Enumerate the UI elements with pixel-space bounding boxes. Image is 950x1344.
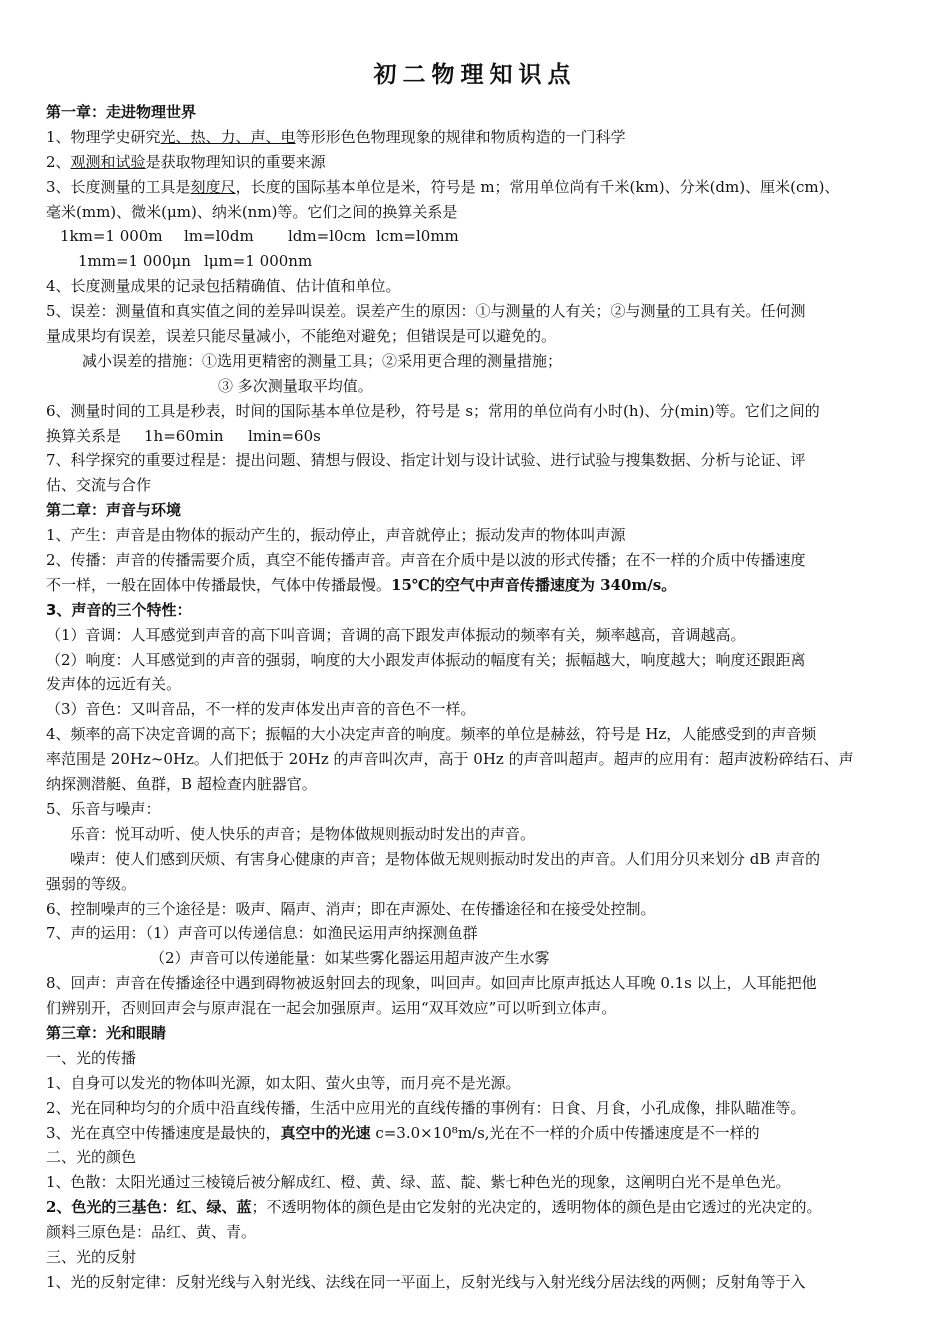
text-span: 1h=60min	[144, 426, 224, 445]
paragraph-line: 噪声：使人们感到厌烦、有害身心健康的声音；是物体做无规则振动时发出的声音。人们用分贝来划分 dB 声音的	[70, 849, 821, 868]
paragraph-line: 4、频率的高下决定音调的高下；振幅的大小决定声音的响度。频率的单位是赫兹，符号是 Hz，人能感受到的声音频	[46, 725, 817, 744]
paragraph-line: 率范围是 20Hz~0Hz。人们把低于 20Hz 的声音叫次声，高于 0Hz 的声音叫超声。超声的应用有：超声波粉碎结石、声	[46, 750, 854, 769]
section-heading: 3、声音的三个特性：	[46, 600, 192, 619]
paragraph-line	[46, 125, 908, 150]
paragraph-line: （2）声音可以传递能量：如某些雾化器运用超声波产生水雾	[150, 949, 550, 968]
paragraph-line: 8、回声：声音在传播途径中遇到碍物被返射回去的现象，叫回声。如回声比原声抵达人耳晚 0.1s 以上，人耳能把他	[46, 974, 817, 993]
conversion-line	[46, 249, 908, 274]
underlined-text: 刻度尺	[190, 177, 236, 196]
chapter-3-heading: 第三章：光和眼睛	[46, 1023, 167, 1042]
text-span: lmin=60s	[248, 426, 321, 445]
conversion-item: 1mm=1 000μn	[78, 252, 191, 271]
section-heading: 二、光的颜色	[46, 1148, 137, 1167]
bold-text: 15℃的空气中声音传播速度为 340m/s。	[391, 575, 677, 594]
paragraph-line: 发声体的远近有关。	[46, 675, 182, 694]
text-span: 2、	[46, 152, 71, 171]
text-span: 1、物理学史研究	[46, 127, 161, 146]
text-span: 等形形色色物理现象的规律和物质构造的一门科学	[295, 127, 626, 146]
paragraph-line: 2、传播：声音的传播需要介质，真空不能传播声音。声音在介质中是以波的形式传播；在不一样的介质中传播速度	[46, 551, 806, 570]
paragraph-line: 1、光的反射定律：反射光线与入射光线、法线在同一平面上，反射光线与入射光线分居法线的两侧；反射角等于入	[46, 1272, 806, 1291]
text-span: ；不透明物体的颜色是由它发射的光决定的，透明物体的颜色是由它透过的光决定的。	[251, 1198, 822, 1217]
paragraph-line	[46, 150, 908, 175]
chapter-1-heading: 第一章：走进物理世界	[46, 103, 197, 121]
paragraph-line: 估、交流与合作	[46, 476, 152, 495]
conversion-item: lcm=l0mm	[376, 227, 459, 246]
conversion-item: 1km=1 000m	[60, 227, 163, 246]
bold-text: 真空中的光速	[280, 1123, 371, 1142]
paragraph-line	[46, 424, 908, 449]
conversion-item: lm=l0dm	[184, 227, 254, 246]
page-title: 初二物理知识点	[373, 62, 577, 88]
paragraph-line: 7、声的运用：（1）声音可以传递信息：如渔民运用声纳探测鱼群	[46, 924, 478, 943]
paragraph-line: 1、色散：太阳光通过三棱镜后被分解成红、橙、黄、绿、蓝、靛、紫七种色光的现象，这阐明白光不是单色光。	[46, 1173, 791, 1192]
paragraph-line: ③ 多次测量取平均值。	[218, 376, 373, 395]
paragraph-line: （1）音调：人耳感觉到声音的高下叫音调；音调的高下跟发声体振动的频率有关，频率越高，音调越高。	[46, 625, 746, 644]
text-span: 换算关系是	[46, 426, 122, 445]
paragraph-line: 颜料三原色是：品红、黄、青。	[46, 1223, 257, 1242]
paragraph-line: 们辨别开，否则回声会与原声混在一起会加强原声。运用“双耳效应”可以听到立体声。	[46, 999, 617, 1018]
paragraph-line	[46, 573, 908, 598]
underlined-text: 光、热、力、声、电	[160, 127, 296, 146]
paragraph-line: 1、产生：声音是由物体的振动产生的，振动停止，声音就停止；振动发声的物体叫声源	[46, 526, 626, 545]
paragraph-line: 2、光在同种均匀的介质中沿直线传播，生活中应用光的直线传播的事例有：日食、月食，小孔成像，排队瞄准等。	[46, 1098, 806, 1117]
paragraph-line	[46, 1121, 908, 1146]
paragraph-line	[46, 1195, 908, 1220]
section-heading: 一、光的传播	[46, 1048, 137, 1067]
document-body	[46, 100, 908, 1295]
underlined-text: 观测和试验	[70, 152, 146, 171]
conversion-item: ldm=l0cm	[288, 227, 367, 246]
paragraph-line: 乐音：悦耳动听、使人快乐的声音；是物体做规则振动时发出的声音。	[70, 824, 536, 843]
text-span: 3、光在真空中传播速度是最快的，	[46, 1123, 281, 1142]
paragraph-line: 4、长度测量成果的记录包括精确值、估计值和单位。	[46, 277, 401, 296]
conversion-line	[46, 224, 908, 249]
text-span: c=3.0×10⁸m/s,光在不一样的介质中传播速度是不一样的	[370, 1123, 760, 1142]
text-span: ，长度的国际基本单位是米，符号是 m；常用单位尚有千米(km)、分米(dm)、厘米(cm)、	[235, 177, 840, 196]
conversion-item: lμm=1 000nm	[204, 252, 313, 271]
paragraph-line: 5、乐音与噪声：	[46, 799, 161, 818]
text-span: 3、长度测量的工具是	[46, 177, 191, 196]
text-span: 是获取物理知识的重要来源	[145, 152, 326, 171]
paragraph-line: 纳探测潜艇、鱼群，B 超检查内脏器官。	[46, 775, 317, 794]
paragraph-line: 5、误差：测量值和真实值之间的差异叫误差。误差产生的原因：①与测量的人有关；②与测量的工具有关。任何测	[46, 302, 806, 321]
section-heading: 三、光的反射	[46, 1247, 137, 1266]
paragraph-line: 6、测量时间的工具是秒表，时间的国际基本单位是秒，符号是 s；常用的单位尚有小时(h)、分(min)等。它们之间的	[46, 401, 820, 420]
paragraph-line: 减小误差的措施：①选用更精密的测量工具；②采用更合理的测量措施；	[82, 351, 563, 370]
paragraph-line: 量成果均有误差，误差只能尽量减小，不能绝对避免；但错误是可以避免的。	[46, 327, 557, 346]
paragraph-line: 6、控制噪声的三个途径是：吸声、隔声、消声；即在声源处、在传播途径和在接受处控制。	[46, 899, 656, 918]
paragraph-line: 毫米(mm)、微米(μm)、纳米(nm)等。它们之间的换算关系是	[46, 202, 458, 221]
bold-text: 2、色光的三基色：红、绿、蓝	[46, 1198, 252, 1217]
paragraph-line: （2）响度：人耳感觉到的声音的强弱，响度的大小跟发声体振动的幅度有关；振幅越大，响度越大；响度还跟距离	[46, 650, 806, 669]
paragraph-line: 1、自身可以发光的物体叫光源，如太阳、萤火虫等，而月亮不是光源。	[46, 1073, 521, 1092]
paragraph-line: （3）音色：又叫音品，不一样的发声体发出声音的音色不一样。	[46, 700, 476, 719]
chapter-2-heading: 第二章：声音与环境	[46, 501, 182, 520]
paragraph-line: 强弱的等级。	[46, 874, 137, 893]
paragraph-line: 7、科学探究的重要过程是：提出问题、猜想与假设、指定计划与设计试验、进行试验与搜集数据、分析与论证、评	[46, 451, 806, 470]
paragraph-line	[46, 175, 908, 200]
text-span: 不一样，一般在固体中传播最快，气体中传播最慢。	[46, 575, 392, 594]
